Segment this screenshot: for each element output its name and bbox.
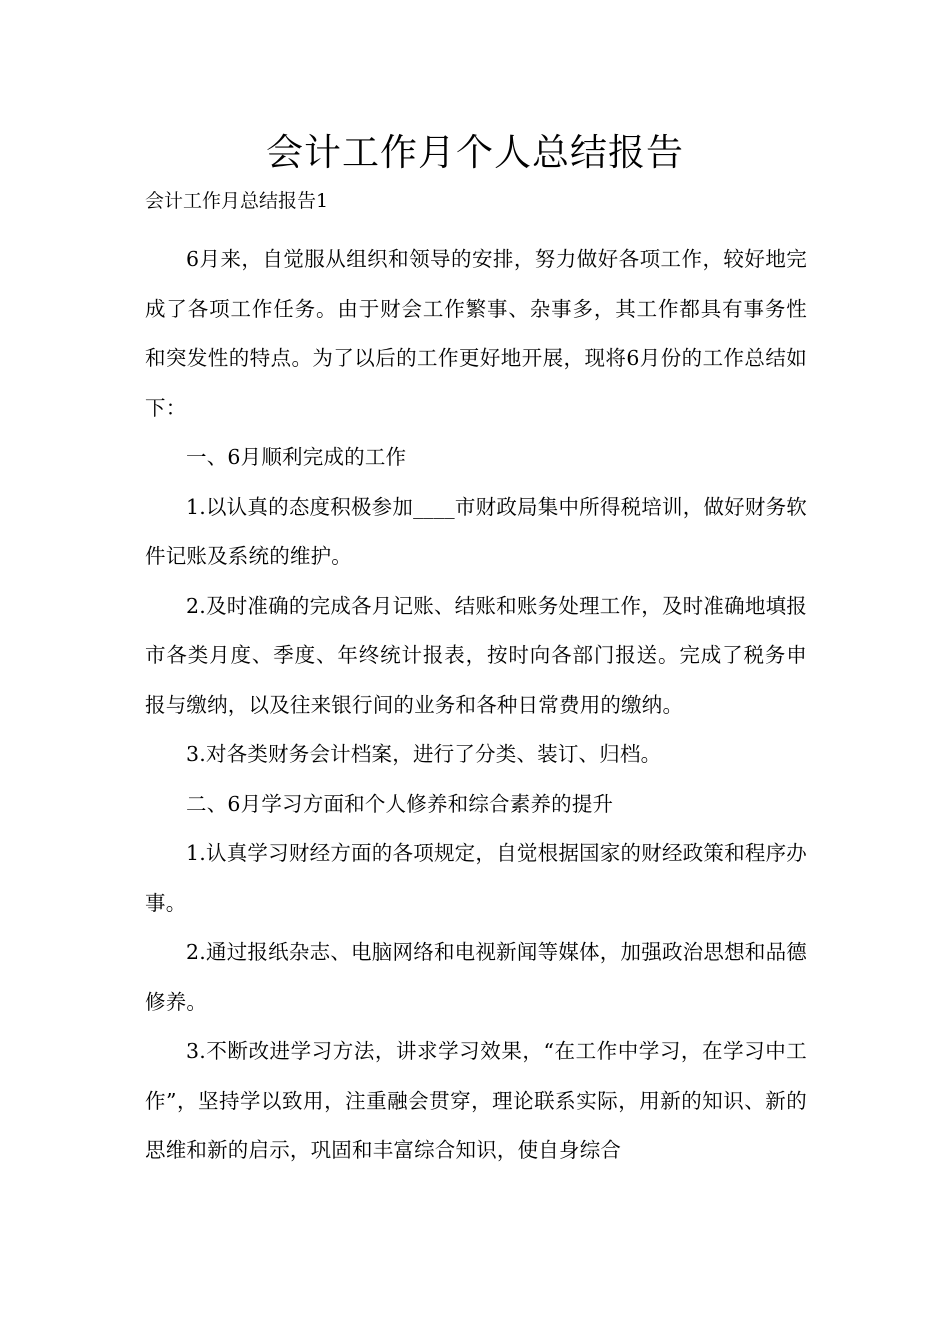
section-heading-1: 一、6月顺利完成的工作	[186, 445, 407, 469]
paragraph-1-3: 3.对各类财务会计档案，进行了分类、装订、归档。	[186, 742, 662, 766]
document-title: 会计工作月个人总结报告	[266, 131, 684, 174]
paragraph-intro: 6月来，自觉服从组织和领导的安排，努力做好各项工作，较好地完成了各项工作任务。由于财会工作繁事、杂事多，其工作都具有事务性和突发性的特点。为了以后的工作更好地开展，现将6月份的工作总结如下：	[145, 247, 807, 420]
paragraph-2-2: 2.通过报纸杂志、电脑网络和电视新闻等媒体，加强政治思想和品德修养。	[145, 940, 807, 1014]
document-subtitle: 会计工作月总结报告1	[145, 190, 329, 212]
paragraph-1-2: 2.及时准确的完成各月记账、结账和账务处理工作，及时准确地填报市各类月度、季度、年终统计报表，按时向各部门报送。完成了税务申报与缴纳，以及往来银行间的业务和各种日常费用的缴纳。	[145, 593, 807, 717]
paragraph-2-1: 1.认真学习财经方面的各项规定，自觉根据国家的财经政策和程序办事。	[145, 841, 807, 915]
document-body	[145, 235, 807, 1176]
paragraph-2-3: 3.不断改进学习方法，讲求学习效果，“在工作中学习，在学习中工作”，坚持学以致用，注重融会贯穿，理论联系实际，用新的知识、新的思维和新的启示，巩固和丰富综合知识，使自身综合	[145, 1039, 807, 1162]
section-heading-2: 二、6月学习方面和个人修养和综合素养的提升	[186, 791, 614, 816]
paragraph-1-1: 1.以认真的态度积极参加____市财政局集中所得税培训，做好财务软件记账及系统的维护。	[145, 494, 807, 568]
